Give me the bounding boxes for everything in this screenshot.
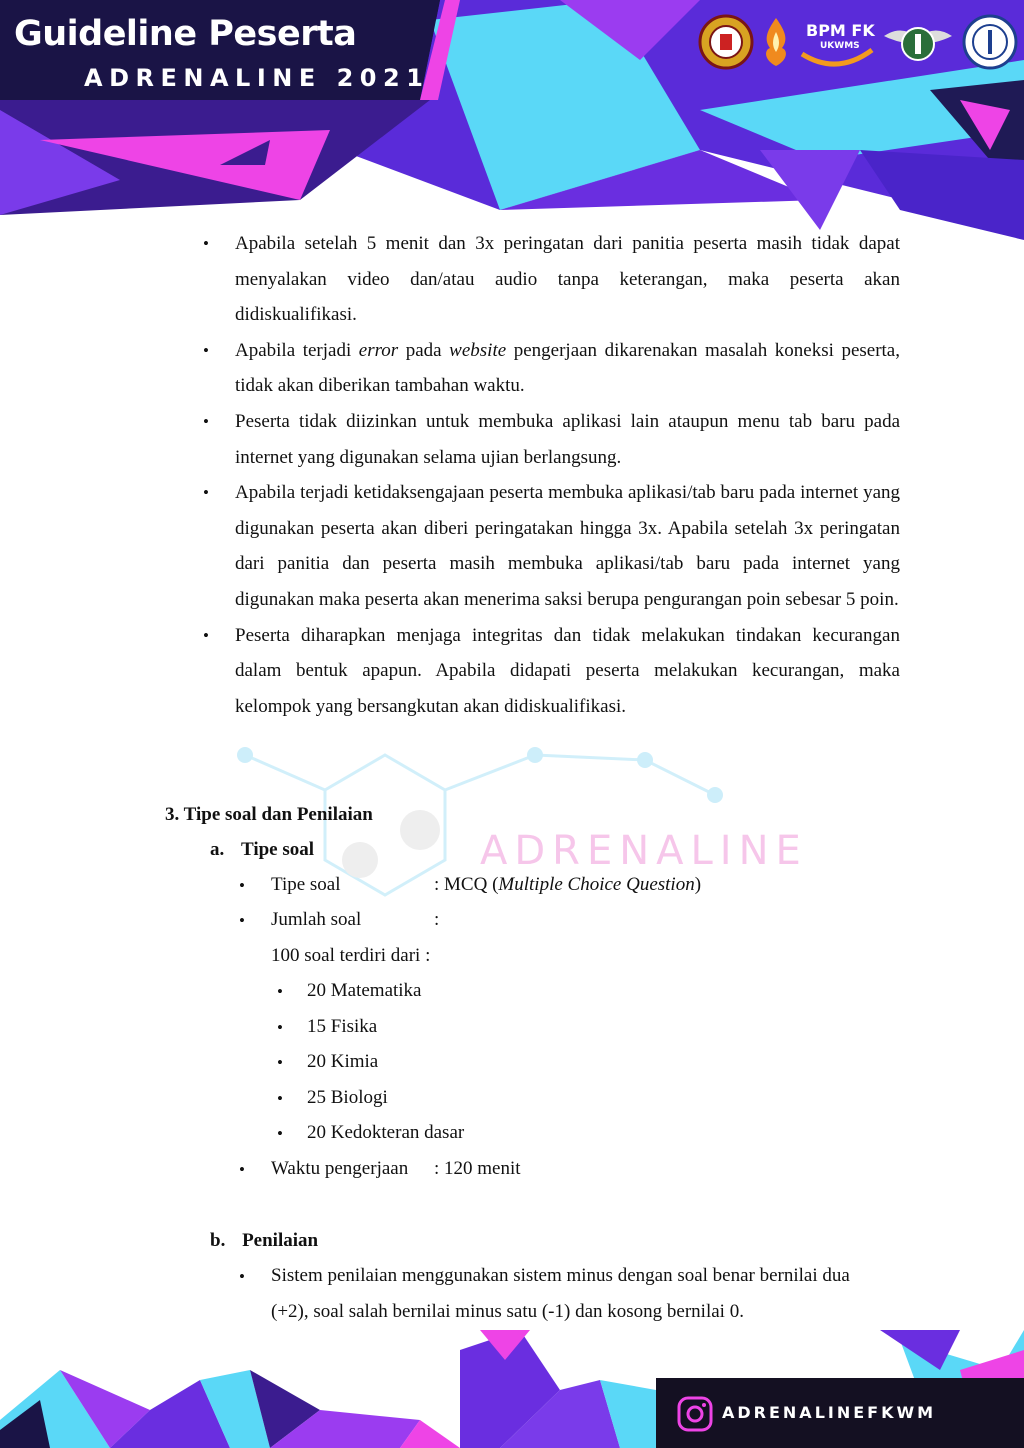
- bullet-icon: •: [277, 1124, 283, 1143]
- subsection-title: Tipe soal: [241, 839, 315, 860]
- jumlah-soal-label: Jumlah soal: [271, 909, 362, 930]
- text-emphasis: website: [449, 339, 507, 361]
- flame-emblem-icon: [758, 14, 794, 70]
- text-segment: Apabila terjadi: [235, 339, 359, 361]
- jumlah-soal-colon: :: [434, 909, 440, 930]
- list-item: • Peserta diharapkan menjaga integritas dan tidak melakukan tindakan kecurangan dalam bentuk apapun. Apabila didapati peserta melakukan kecurangan, maka kelompok yang bersangkutan akan didiskualifikasi.: [200, 618, 900, 725]
- bullet-icon: •: [239, 876, 245, 895]
- header-title: Guideline Peserta: [14, 14, 357, 54]
- tipe-soal-value: [434, 867, 701, 903]
- subsection-label: a.: [210, 839, 225, 860]
- rules-list: [200, 226, 900, 724]
- list-item: • Peserta tidak diizinkan untuk membuka aplikasi lain ataupun menu tab baru pada internet yang digunakan selama ujian berlangsung.: [200, 404, 900, 475]
- bullet-icon: •: [239, 1267, 245, 1286]
- subsection-title: Penilaian: [242, 1230, 319, 1251]
- partner-logos: [698, 14, 1018, 74]
- bullet-icon: •: [277, 1053, 283, 1072]
- subject-item: 20 Kedokteran dasar: [307, 1122, 465, 1143]
- list-item: [200, 333, 900, 404]
- section-title: 3. Tipe soal dan Penilaian: [165, 804, 373, 825]
- text-segment: pada: [398, 339, 450, 361]
- bullet-icon: •: [239, 911, 245, 930]
- penilaian-line: Sistem penilaian menggunakan sistem minus dengan soal benar bernilai dua: [271, 1265, 850, 1286]
- instagram-icon: [677, 1396, 713, 1432]
- bullet-icon: •: [277, 1018, 283, 1037]
- text-segment: pengerjaan dikarenakan masalah koneksi peserta, tidak akan diberikan tambahan waktu.: [235, 339, 900, 397]
- waktu-value: : 120 menit: [434, 1158, 521, 1179]
- waktu-label: Waktu pengerjaan: [271, 1158, 409, 1179]
- subsection-heading: [210, 832, 314, 868]
- text-emphasis: Multiple Choice Question: [498, 874, 695, 895]
- instagram-handle: ADRENALINEFKWM: [722, 1403, 937, 1422]
- list-item: • Apabila terjadi ketidaksengajaan peserta membuka aplikasi/tab baru pada internet yang digunakan peserta akan diberi peringatakan hingga 3x. Apabila setelah 3x peringatan dari panitia dan peserta masih membuka aplikasi/tab baru pada internet yang digunakan maka peserta akan menerima saksi berupa pengurangan poin sebesar 5 poin.: [200, 475, 900, 617]
- winged-emblem-icon: [882, 14, 954, 70]
- tipe-soal-label: Tipe soal: [271, 874, 341, 895]
- bullet-icon: •: [277, 982, 283, 1001]
- ukwms-text: UKWMS: [820, 41, 860, 51]
- text-segment: : MCQ (: [434, 874, 499, 895]
- watermark-text: ADRENALINE: [480, 828, 808, 874]
- subject-item: 20 Matematika: [307, 980, 422, 1001]
- list-item: • Apabila setelah 5 menit dan 3x peringatan dari panitia peserta masih tidak dapat menyalakan video dan/atau audio tanpa keterangan, maka peserta akan didiskualifikasi.: [200, 226, 900, 333]
- medical-association-seal-icon: [962, 14, 1018, 70]
- bpm-fk-text: BPM FK: [806, 21, 875, 40]
- bpm-fk-ukwms-logo-icon: [798, 14, 876, 70]
- subsection-heading: [210, 1223, 318, 1259]
- bullet-icon: •: [277, 1089, 283, 1108]
- subject-item: 25 Biologi: [307, 1087, 388, 1108]
- university-seal-icon: [698, 14, 754, 70]
- bullet-icon: •: [239, 1160, 245, 1179]
- subsection-label: b.: [210, 1230, 226, 1251]
- text-segment: ): [694, 874, 702, 895]
- penilaian-line: (+2), soal salah bernilai minus satu (-1) dan kosong bernilai 0.: [271, 1301, 744, 1322]
- jumlah-soal-desc: 100 soal terdiri dari :: [271, 945, 431, 966]
- header-subtitle: ADRENALINE 2021: [84, 64, 430, 92]
- text-emphasis: error: [358, 339, 399, 361]
- subject-item: 15 Fisika: [307, 1016, 378, 1037]
- subject-item: 20 Kimia: [307, 1051, 379, 1072]
